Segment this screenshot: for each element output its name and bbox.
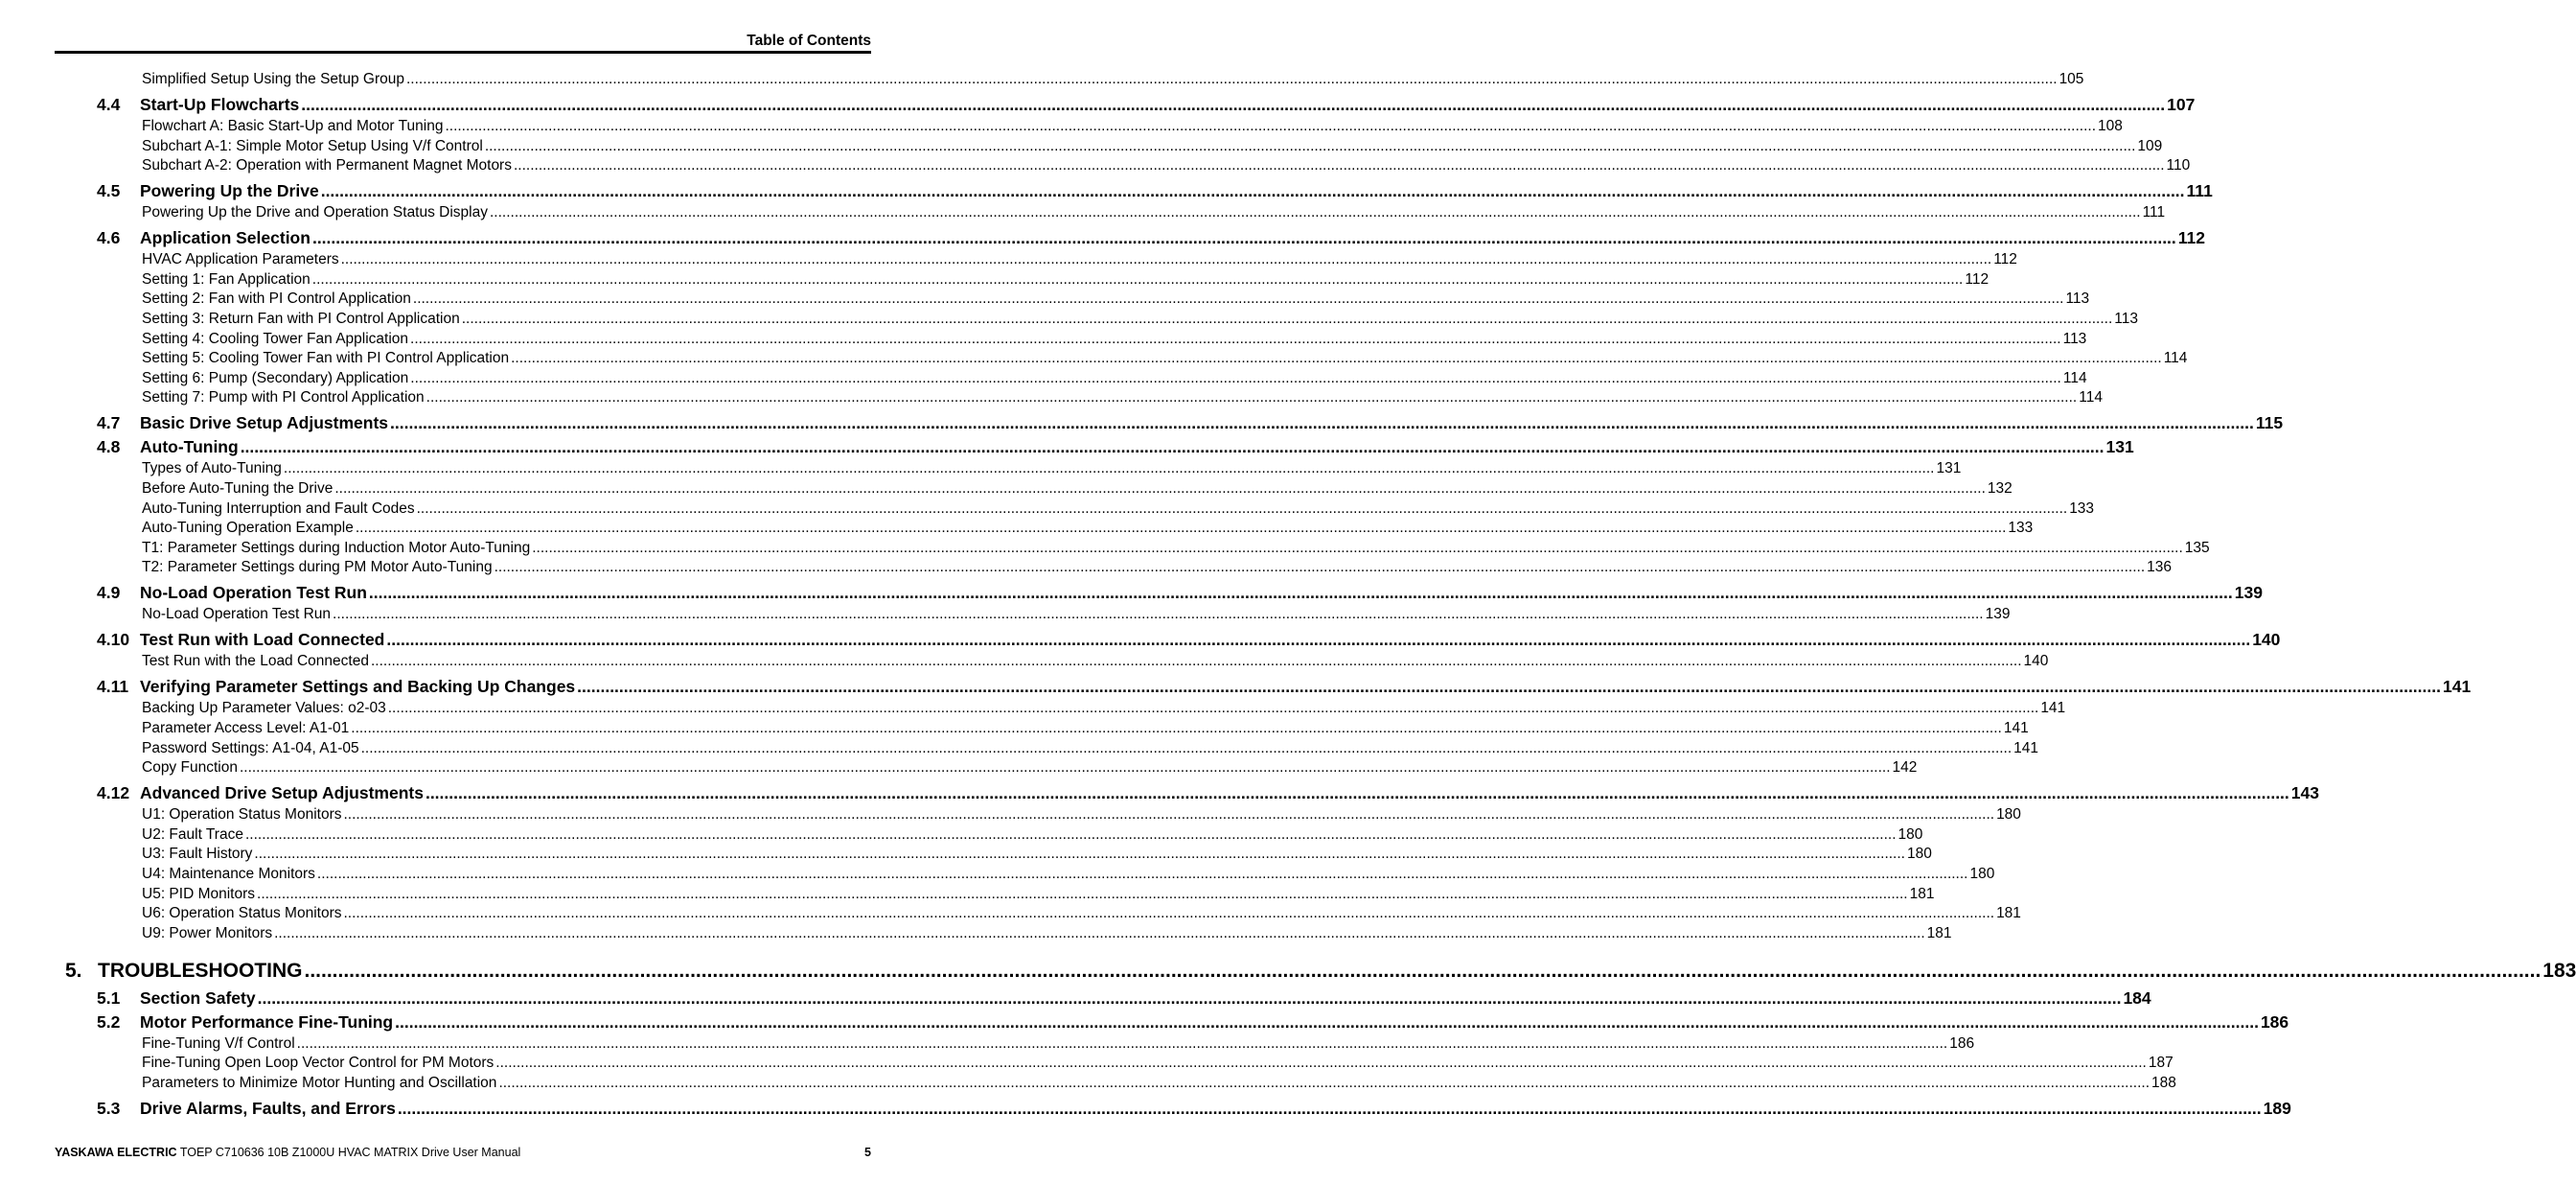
toc-subentry[interactable]	[142, 653, 2049, 672]
toc-subentry[interactable]	[142, 460, 1962, 479]
toc-entry-title: U3: Fault History	[142, 846, 253, 863]
toc-subentry[interactable]	[142, 369, 2087, 389]
toc-entry-title: Setting 6: Pump (Secondary) Application	[142, 369, 409, 386]
toc-entry-title: Setting 7: Pump with PI Control Application	[142, 389, 425, 406]
toc-dot-leader: ................................................................................................................................................................................................................................................................................................................................................................................................................	[511, 350, 2162, 367]
toc-entry-title: Flowchart A: Basic Start-Up and Motor Tuning	[142, 118, 444, 134]
toc-dot-leader: ................................................................................................................................................................................................................................................................................................................................................................................................................	[397, 1099, 2262, 1118]
toc-entry-number: 4.5	[97, 181, 121, 201]
toc-entry-page: 189	[2263, 1099, 2291, 1118]
toc-subentry[interactable]	[142, 759, 1918, 778]
toc-entry-title: Parameters to Minimize Motor Hunting and Oscillation	[142, 1075, 497, 1091]
toc-dot-leader: ................................................................................................................................................................................................................................................................................................................................................................................................................	[351, 720, 2002, 736]
toc-entry-title: Application Selection	[140, 228, 310, 248]
toc-entry-title: Types of Auto-Tuning	[142, 460, 282, 477]
toc-dot-leader: ................................................................................................................................................................................................................................................................................................................................................................................................................	[406, 71, 2058, 87]
toc-entry-number: 4.6	[97, 228, 121, 248]
toc-dot-leader: ................................................................................................................................................................................................................................................................................................................................................................................................................	[240, 437, 2104, 457]
toc-entry-title: No-Load Operation Test Run	[140, 583, 367, 603]
toc-subentry[interactable]	[142, 1034, 1975, 1055]
toc-entry-page: 181	[1909, 885, 1935, 902]
toc-subentry[interactable]	[142, 330, 2087, 350]
toc-dot-leader: ................................................................................................................................................................................................................................................................................................................................................................................................................	[355, 520, 2007, 537]
toc-dot-leader: ................................................................................................................................................................................................................................................................................................................................................................................................................	[410, 369, 2061, 386]
toc-entry-title: Verifying Parameter Settings and Backing Up Changes	[140, 677, 576, 697]
toc-entry-page: 111	[2186, 181, 2213, 201]
toc-dot-leader: ................................................................................................................................................................................................................................................................................................................................................................................................................	[387, 700, 2039, 717]
toc-dot-leader: ................................................................................................................................................................................................................................................................................................................................................................................................................	[333, 606, 1984, 623]
toc-subentry[interactable]	[142, 204, 2166, 223]
toc-entry-title: Powering Up the Drive and Operation Status Display	[142, 204, 488, 221]
toc-entry-title: Password Settings: A1-04, A1-05	[142, 739, 359, 756]
toc-subentry[interactable]	[142, 720, 2029, 739]
toc-entry-title: Fine-Tuning V/f Control	[142, 1034, 295, 1052]
toc-dot-leader: ................................................................................................................................................................................................................................................................................................................................................................................................................	[498, 1075, 2150, 1091]
toc-subentry[interactable]	[142, 137, 2163, 157]
toc-dot-leader: ................................................................................................................................................................................................................................................................................................................................................................................................................	[360, 739, 2012, 756]
toc-section-entry[interactable]	[97, 630, 2281, 651]
toc-entry-title: Test Run with the Load Connected	[142, 653, 369, 670]
toc-dot-leader: ................................................................................................................................................................................................................................................................................................................................................................................................................	[239, 759, 1891, 777]
footer-manual-info	[55, 1146, 520, 1159]
toc-entry-page: 186	[2260, 1011, 2289, 1032]
toc-dot-leader: ................................................................................................................................................................................................................................................................................................................................................................................................................	[484, 137, 2136, 154]
toc-entry-number: 5.2	[97, 1011, 121, 1032]
toc-dot-leader: ................................................................................................................................................................................................................................................................................................................................................................................................................	[490, 204, 2141, 221]
toc-entry-number: 4.10	[97, 630, 130, 650]
toc-entry-page: 180	[1996, 806, 2021, 824]
toc-dot-leader: ................................................................................................................................................................................................................................................................................................................................................................................................................	[513, 157, 2165, 174]
toc-dot-leader: ................................................................................................................................................................................................................................................................................................................................................................................................................	[304, 959, 2542, 982]
toc-subentry[interactable]	[142, 905, 2021, 924]
toc-entry-page: 113	[2062, 330, 2087, 347]
toc-subentry[interactable]	[142, 520, 2034, 539]
toc-subentry[interactable]	[142, 700, 2066, 719]
toc-entry-number: 5.	[65, 959, 82, 982]
toc-entry-page: 143	[2290, 783, 2319, 803]
toc-subentry[interactable]	[142, 270, 1990, 290]
toc-entry-title: U1: Operation Status Monitors	[142, 806, 342, 824]
toc-section-entry[interactable]	[97, 783, 2319, 804]
toc-entry-title: Setting 2: Fan with PI Control Application	[142, 290, 411, 308]
toc-section-entry[interactable]	[97, 677, 2472, 698]
toc-entry-page: 113	[2114, 311, 2138, 327]
toc-section-entry[interactable]	[97, 1011, 2289, 1033]
toc-subentry[interactable]	[142, 806, 2021, 825]
toc-entry-page: 131	[2105, 437, 2134, 457]
toc-dot-leader: ................................................................................................................................................................................................................................................................................................................................................................................................................	[301, 95, 2166, 114]
toc-subentry[interactable]	[142, 251, 2017, 270]
toc-section-entry[interactable]	[97, 1099, 2291, 1120]
toc-section-entry[interactable]	[97, 228, 2206, 249]
toc-chapter-entry[interactable]	[65, 959, 2576, 985]
toc-entry-title: Motor Performance Fine-Tuning	[140, 1011, 394, 1032]
toc-entry-title: U5: PID Monitors	[142, 885, 256, 902]
toc-entry-title: T1: Parameter Settings during Induction Motor Auto-Tuning	[142, 539, 531, 556]
toc-entry-page: 114	[2079, 389, 2103, 406]
toc-entry-title: Backing Up Parameter Values: o2-03	[142, 700, 386, 717]
toc-dot-leader: ................................................................................................................................................................................................................................................................................................................................................................................................................	[311, 270, 1964, 288]
toc-entry-number: 4.7	[97, 413, 121, 433]
toc-entry-title: Auto-Tuning Operation Example	[142, 520, 354, 537]
footer-page-number: 5	[864, 1146, 871, 1159]
toc-entry-page: 114	[2163, 350, 2188, 367]
toc-entry-page: 141	[2013, 739, 2039, 756]
toc-dot-leader: ................................................................................................................................................................................................................................................................................................................................................................................................................	[283, 460, 1935, 477]
toc-entry-page: 181	[1926, 924, 1952, 941]
toc-entry-page: 180	[1906, 846, 1932, 863]
toc-entry-page: 105	[2058, 71, 2084, 87]
toc-entry-page: 183	[2542, 959, 2576, 982]
toc-subentry[interactable]	[142, 290, 2090, 310]
toc-entry-title: Parameter Access Level: A1-01	[142, 720, 350, 736]
toc-entry-page: 142	[1892, 759, 1918, 777]
toc-dot-leader: ................................................................................................................................................................................................................................................................................................................................................................................................................	[296, 1034, 1948, 1052]
toc-entry-title: U2: Fault Trace	[142, 825, 243, 843]
toc-entry-page: 180	[1969, 866, 1995, 882]
toc-dot-leader: ................................................................................................................................................................................................................................................................................................................................................................................................................	[320, 181, 2185, 201]
toc-entry-title: U9: Power Monitors	[142, 924, 273, 941]
toc-subentry[interactable]	[142, 866, 1995, 885]
toc-dot-leader: ................................................................................................................................................................................................................................................................................................................................................................................................................	[343, 806, 1995, 824]
toc-entry-title: U4: Maintenance Monitors	[142, 866, 315, 882]
toc-subentry[interactable]	[142, 924, 1952, 944]
toc-entry-page: 136	[2147, 559, 2173, 576]
header-rule	[55, 51, 871, 54]
toc-subentry[interactable]	[142, 71, 2084, 90]
toc-entry-title: Drive Alarms, Faults, and Errors	[140, 1099, 396, 1118]
toc-entry-page: 114	[2062, 369, 2087, 386]
toc-entry-page: 133	[2008, 520, 2034, 537]
toc-subentry[interactable]	[142, 157, 2191, 176]
toc-entry-title: Setting 3: Return Fan with PI Control Application	[142, 311, 460, 327]
toc-entry-page: 112	[1965, 270, 1990, 288]
toc-entry-page: 184	[2123, 987, 2151, 1008]
toc-entry-page: 140	[2252, 630, 2281, 650]
toc-subentry[interactable]	[142, 825, 1923, 846]
toc-entry-title: Subchart A-2: Operation with Permanent Magnet Motors	[142, 157, 512, 174]
toc-entry-page: 181	[1996, 905, 2021, 922]
toc-entry-page: 139	[2234, 583, 2263, 603]
toc-entry-page: 131	[1936, 460, 1962, 477]
footer-brand: YASKAWA ELECTRIC	[55, 1146, 177, 1159]
toc-entry-page: 141	[2040, 700, 2066, 717]
toc-entry-number: 4.4	[97, 95, 121, 114]
toc-dot-leader: ................................................................................................................................................................................................................................................................................................................................................................................................................	[577, 677, 2441, 697]
toc-section-entry[interactable]	[97, 987, 2151, 1010]
toc-subentry[interactable]	[142, 350, 2188, 369]
toc-entry-title: Simplified Setup Using the Setup Group	[142, 71, 404, 87]
toc-dot-leader: ................................................................................................................................................................................................................................................................................................................................................................................................................	[257, 885, 1908, 902]
toc-subentry[interactable]	[142, 389, 2103, 408]
toc-entry-title: Before Auto-Tuning the Drive	[142, 480, 334, 497]
toc-subentry[interactable]	[142, 539, 2210, 559]
toc-subentry[interactable]	[142, 311, 2138, 330]
toc-entry-title: HVAC Application Parameters	[142, 251, 339, 268]
toc-entry-title: Setting 1: Fan Application	[142, 270, 310, 288]
toc-dot-leader: ................................................................................................................................................................................................................................................................................................................................................................................................................	[386, 630, 2251, 650]
page-header-title: Table of Contents	[747, 33, 871, 49]
toc-dot-leader: ................................................................................................................................................................................................................................................................................................................................................................................................................	[390, 413, 2254, 433]
toc-entry-title: Auto-Tuning	[140, 437, 239, 457]
toc-entry-title: Setting 4: Cooling Tower Fan Application	[142, 330, 409, 347]
toc-dot-leader: ................................................................................................................................................................................................................................................................................................................................................................................................................	[316, 866, 1968, 882]
toc-entry-page: 135	[2184, 539, 2210, 556]
toc-subentry[interactable]	[142, 846, 1932, 865]
toc-entry-page: 107	[2167, 95, 2196, 114]
toc-entry-number: 4.8	[97, 437, 121, 457]
page-footer	[55, 1146, 871, 1159]
toc-entry-page: 139	[1985, 606, 2011, 623]
toc-dot-leader: ................................................................................................................................................................................................................................................................................................................................................................................................................	[368, 583, 2233, 603]
toc-entry-number: 4.12	[97, 783, 130, 803]
toc-section-entry[interactable]	[97, 413, 2284, 434]
toc-entry-page: 112	[2177, 228, 2206, 248]
toc-entry-title: Test Run with Load Connected	[140, 630, 385, 650]
toc-entry-title: Section Safety	[140, 987, 256, 1008]
toc-dot-leader: ................................................................................................................................................................................................................................................................................................................................................................................................................	[416, 499, 2068, 517]
toc-dot-leader: ................................................................................................................................................................................................................................................................................................................................................................................................................	[274, 924, 1925, 941]
toc-dot-leader: ................................................................................................................................................................................................................................................................................................................................................................................................................	[257, 987, 2122, 1008]
toc-dot-leader: ................................................................................................................................................................................................................................................................................................................................................................................................................	[445, 118, 2097, 134]
toc-entry-page: 111	[2142, 204, 2166, 221]
toc-entry-number: 4.9	[97, 583, 121, 603]
toc-entry-title: Auto-Tuning Interruption and Fault Codes	[142, 499, 415, 517]
toc-entry-page: 141	[2442, 677, 2472, 697]
toc-section-entry[interactable]	[97, 583, 2263, 604]
toc-entry-page: 110	[2166, 157, 2191, 174]
toc-entry-title: Powering Up the Drive	[140, 181, 319, 201]
toc-dot-leader: ................................................................................................................................................................................................................................................................................................................................................................................................................	[410, 330, 2061, 347]
toc-subentry[interactable]	[142, 1075, 2176, 1094]
toc-subentry[interactable]	[142, 118, 2123, 137]
toc-entry-page: 113	[2065, 290, 2090, 308]
toc-entry-title: U6: Operation Status Monitors	[142, 905, 342, 922]
toc-subentry[interactable]	[142, 885, 1935, 905]
toc-dot-leader: ................................................................................................................................................................................................................................................................................................................................................................................................................	[334, 480, 1986, 497]
toc-subentry[interactable]	[142, 559, 2173, 578]
toc-entry-page: 133	[2069, 499, 2095, 517]
toc-dot-leader: ................................................................................................................................................................................................................................................................................................................................................................................................................	[461, 311, 2113, 327]
toc-dot-leader: ................................................................................................................................................................................................................................................................................................................................................................................................................	[494, 559, 2146, 576]
toc-entry-title: T2: Parameter Settings during PM Motor Auto-Tuning	[142, 559, 493, 576]
toc-dot-leader: ................................................................................................................................................................................................................................................................................................................................................................................................................	[495, 1055, 2147, 1072]
toc-subentry[interactable]	[142, 1055, 2174, 1074]
toc-entry-number: 4.11	[97, 677, 129, 697]
toc-subentry[interactable]	[142, 739, 2039, 759]
toc-dot-leader: ................................................................................................................................................................................................................................................................................................................................................................................................................	[340, 251, 1992, 268]
toc-entry-page: 186	[1949, 1034, 1975, 1052]
toc-section-entry[interactable]	[97, 95, 2196, 116]
toc-dot-leader: ................................................................................................................................................................................................................................................................................................................................................................................................................	[425, 783, 2289, 803]
toc-entry-page: 115	[2255, 413, 2284, 433]
toc-entry-page: 108	[2098, 118, 2123, 134]
toc-entry-title: No-Load Operation Test Run	[142, 606, 332, 623]
toc-entry-title: Advanced Drive Setup Adjustments	[140, 783, 424, 803]
toc-entry-title: Subchart A-1: Simple Motor Setup Using V/f Control	[142, 137, 483, 154]
toc-entry-page: 188	[2151, 1075, 2176, 1091]
toc-dot-leader: ................................................................................................................................................................................................................................................................................................................................................................................................................	[412, 290, 2064, 308]
toc-entry-page: 141	[2003, 720, 2029, 736]
toc-entry-title: Copy Function	[142, 759, 238, 777]
toc-entry-page: 180	[1898, 825, 1923, 843]
toc-entry-page: 132	[1987, 480, 2012, 497]
toc-entry-page: 112	[1993, 251, 2017, 268]
toc-subentry[interactable]	[142, 606, 2011, 625]
toc-dot-leader: ................................................................................................................................................................................................................................................................................................................................................................................................................	[244, 825, 1897, 843]
toc-dot-leader: ................................................................................................................................................................................................................................................................................................................................................................................................................	[426, 389, 2078, 406]
toc-subentry[interactable]	[142, 499, 2095, 520]
toc-dot-leader: ................................................................................................................................................................................................................................................................................................................................................................................................................	[343, 905, 1995, 922]
toc-entry-title: Fine-Tuning Open Loop Vector Control for PM Motors	[142, 1055, 494, 1072]
toc-entry-title: TROUBLESHOOTING	[98, 959, 303, 982]
toc-subentry[interactable]	[142, 480, 2012, 499]
toc-dot-leader: ................................................................................................................................................................................................................................................................................................................................................................................................................	[532, 539, 2183, 556]
toc-entry-title: Setting 5: Cooling Tower Fan with PI Control Application	[142, 350, 510, 367]
toc-dot-leader: ................................................................................................................................................................................................................................................................................................................................................................................................................	[370, 653, 2022, 670]
toc-entry-page: 187	[2148, 1055, 2174, 1072]
toc-entry-number: 5.1	[97, 987, 121, 1008]
toc-section-entry[interactable]	[97, 437, 2134, 458]
toc-entry-number: 5.3	[97, 1099, 121, 1118]
toc-section-entry[interactable]	[97, 181, 2213, 202]
toc-entry-title: Start-Up Flowcharts	[140, 95, 300, 114]
toc-dot-leader: ................................................................................................................................................................................................................................................................................................................................................................................................................	[311, 228, 2176, 248]
toc-dot-leader: ................................................................................................................................................................................................................................................................................................................................................................................................................	[254, 846, 1905, 863]
toc-dot-leader: ................................................................................................................................................................................................................................................................................................................................................................................................................	[395, 1011, 2259, 1032]
toc-entry-page: 140	[2023, 653, 2049, 670]
toc-entry-title: Basic Drive Setup Adjustments	[140, 413, 389, 433]
footer-manual-title: TOEP C710636 10B Z1000U HVAC MATRIX Drive User Manual	[179, 1146, 521, 1159]
toc-entry-page: 109	[2137, 137, 2163, 154]
